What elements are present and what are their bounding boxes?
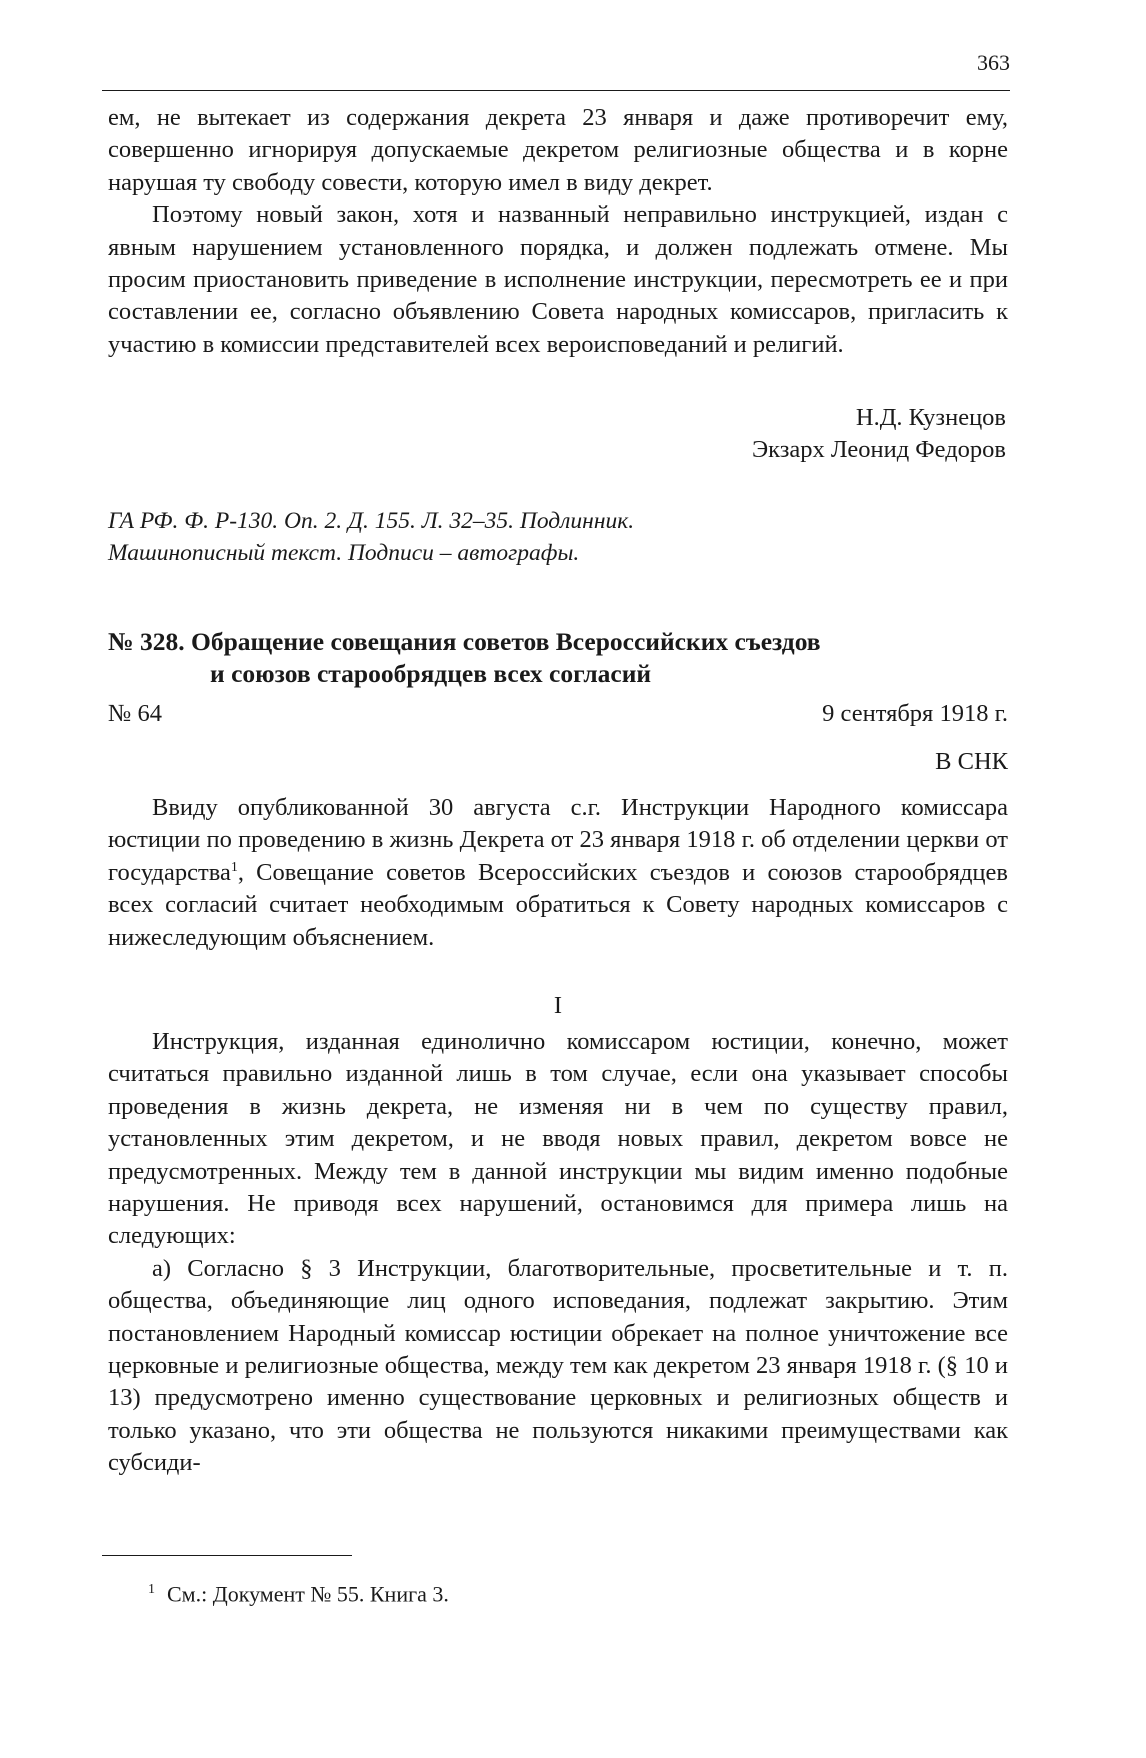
document-title-line1: № 328. Обращение совещания советов Всероссийских съездов xyxy=(108,627,821,656)
intro-paragraph xyxy=(108,792,1008,954)
section-number: I xyxy=(553,992,563,1019)
archive-description: Машинописный текст. Подписи – автографы. xyxy=(108,540,580,566)
signature-kuznetsov: Н.Д. Кузнецов xyxy=(855,404,1006,431)
footnote-reference: 1 xyxy=(230,859,238,875)
footnote-rule xyxy=(102,1555,352,1556)
document-date: 9 сентября 1918 г. xyxy=(822,700,1008,727)
footnote-text: См.: Документ № 55. Книга 3. xyxy=(167,1581,449,1607)
footnote xyxy=(148,1575,848,1609)
document-title-line2: и союзов старообрядцев всех согласий xyxy=(210,659,652,688)
signature-fedorov: Экзарх Леонид Федоров xyxy=(751,436,1006,463)
paragraph-continued: ем, не вытекает из содержания декрета 23 января и даже противоречит ему, совершенно игнорируя допускаемые декретом религиозные общества и в корне нарушая ту свободу совести, которую имел в виду декрет. xyxy=(108,104,1008,196)
intro-text-end: , Совещание советов Всероссийских съездов и союзов старообрядцев всех согласий считает необходимым обратиться к Совету народных комиссаров с нижеследующим объяснением. xyxy=(108,858,1008,951)
document-addressee: В СНК xyxy=(935,748,1008,775)
page-number: 363 xyxy=(977,50,1010,75)
footnote-mark: 1 xyxy=(148,1582,155,1597)
section-1-text xyxy=(108,1026,1008,1480)
paragraph-request: Поэтому новый закон, хотя и названный неправильно инструкцией, издан с явным нарушением установленного порядка, и должен подлежать отмене. Мы просим приостановить приведение в исполнение инструкции, пересмотреть ее и при составлении ее, согласно объявлению Совета народных комиссаров, пригласить к участию в комиссии представителей всех вероисповеданий и религий. xyxy=(108,201,1008,358)
continuation-text xyxy=(108,102,1008,361)
document-title xyxy=(108,626,1008,690)
header-rule xyxy=(102,90,1010,91)
section-1-paragraph-2: а) Согласно § 3 Инструкции, благотворительные, просветительные и т. п. общества, объединяющие лиц одного исповедания, подлежат закрытию. Этим постановлением Народный комиссар юстиции обрекает на полное уничтожение все церковные и религиозные общества, между тем как декретом 23 января 1918 г. (§ 10 и 13) предусмотрено именно существование церковных и религиозных обществ и только указано, что эти общества не пользуются никакими преимуществами как субсиди- xyxy=(108,1254,1008,1477)
section-1-paragraph-1: Инструкция, изданная единолично комиссаром юстиции, конечно, может считаться правильно изданной лишь в том случае, если она указывает способы проведения в жизнь декрета, не изменяя ни в чем по существу правил, установленных этим декретом, и не вводя новых правил, декретом вовсе не предусмотренных. Между тем в данной инструкции мы видим именно подобные нарушения. Не приводя всех нарушений, остановимся для примера лишь на следующих: xyxy=(108,1028,1008,1250)
intro-text-start: Ввиду опубликованной 30 августа с.г. Инструкции Народного комиссара юстиции по проведению в жизнь Декрета от 23 января 1918 г. об отделении церкви от государства xyxy=(108,794,1008,886)
document-number: № 64 xyxy=(108,700,163,727)
document-intro xyxy=(108,792,1008,954)
archive-reference: ГА РФ. Ф. Р-130. Оп. 2. Д. 155. Л. 32–35. Подлинник. xyxy=(108,508,635,534)
